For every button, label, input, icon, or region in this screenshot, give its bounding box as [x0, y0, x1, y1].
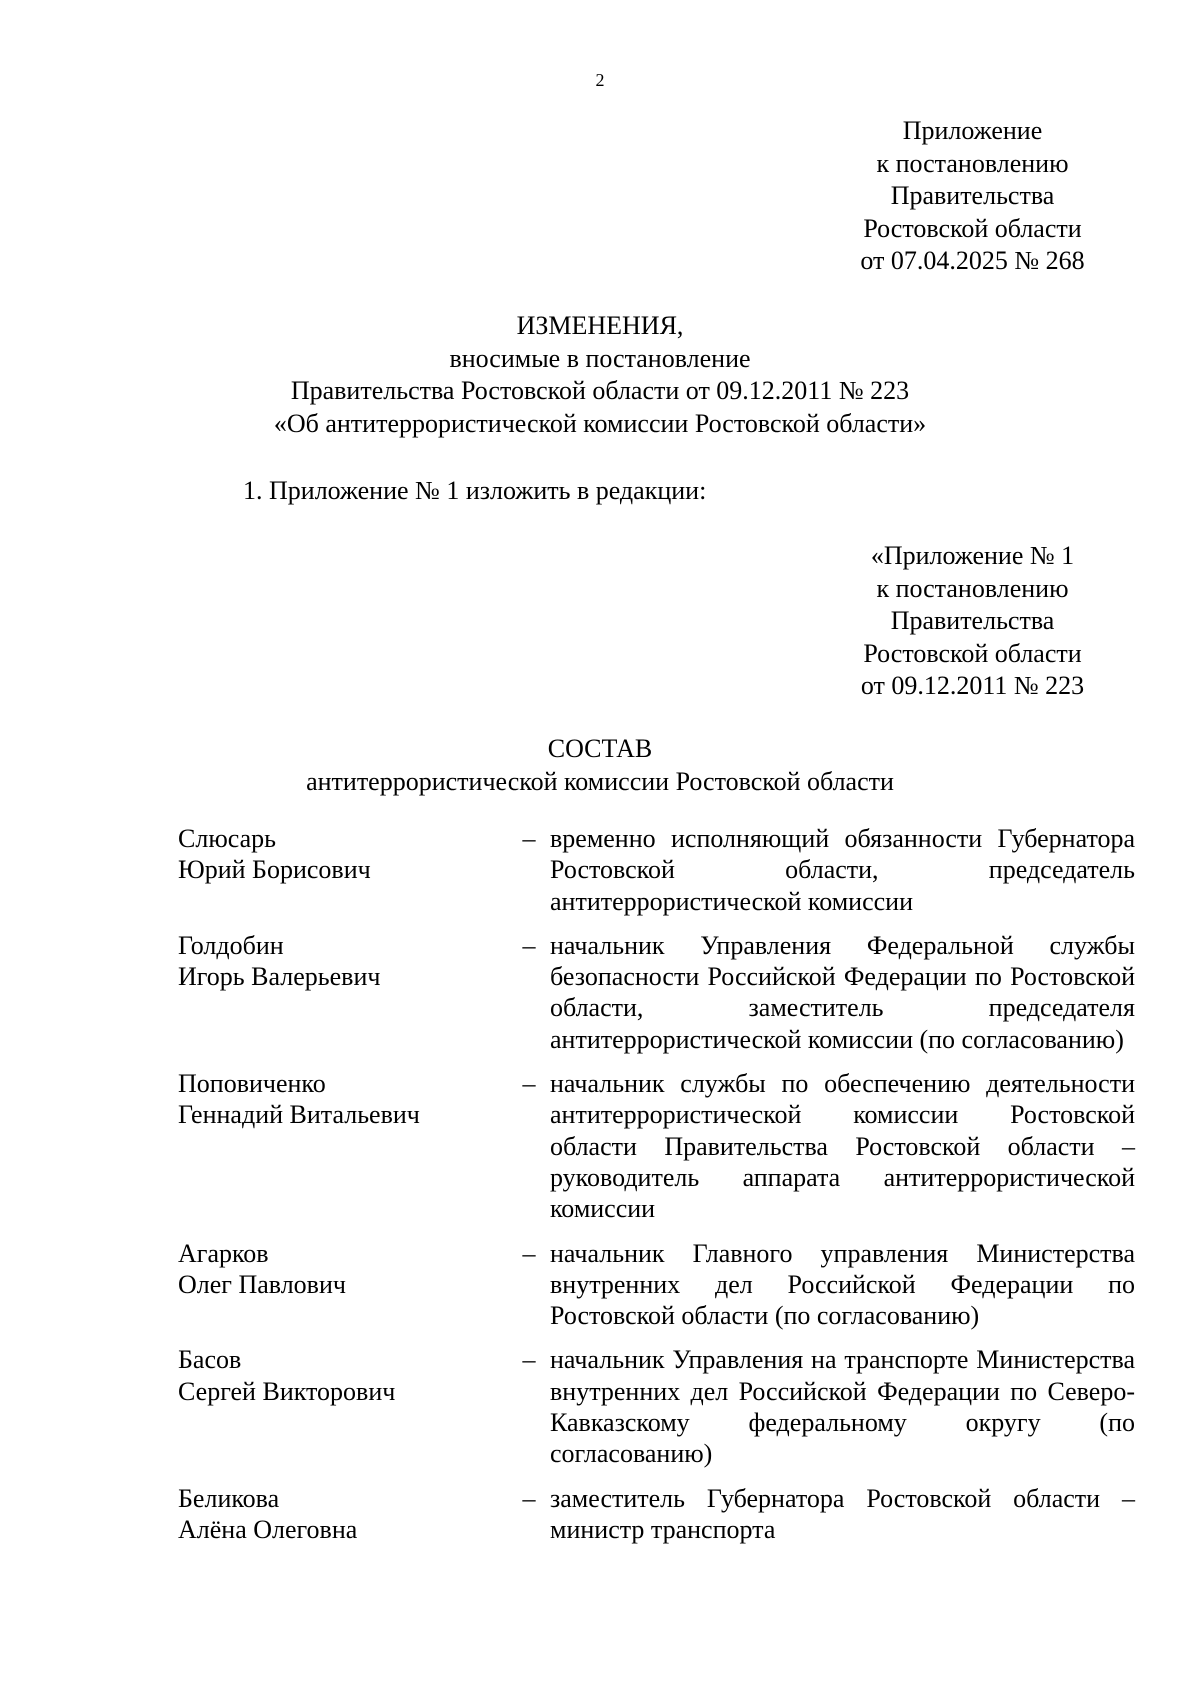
changes-heading: [180, 310, 1020, 440]
member-row: [178, 1483, 1135, 1546]
member-name: [178, 930, 508, 1055]
member-given-names: Олег Павлович: [178, 1269, 346, 1299]
appendix-line: к постановлению: [876, 148, 1069, 178]
member-row: [178, 823, 1135, 917]
changes-subtitle-line: «Об антитеррористической комиссии Ростовской области»: [273, 408, 927, 438]
inner-appendix-line: от 09.12.2011 № 223: [860, 671, 1085, 700]
inner-appendix-line: Правительства: [890, 606, 1055, 635]
changes-subtitle-line: вносимые в постановление: [449, 343, 751, 373]
member-dash: –: [522, 1069, 536, 1099]
composition-title: СОСТАВ: [547, 734, 653, 763]
composition-subtitle: антитеррористической комиссии Ростовской области: [306, 766, 894, 796]
member-dash: –: [522, 1345, 536, 1375]
member-name: [178, 1068, 508, 1224]
member-dash: –: [522, 1238, 536, 1268]
composition-heading: [180, 733, 1020, 798]
inner-appendix-header: [820, 540, 1125, 703]
changes-title: ИЗМЕНЕНИЯ,: [516, 311, 684, 340]
member-row: [178, 1238, 1135, 1332]
member-role: начальник Главного управления Министерства внутренних дел Российской Федерации по Ростовской области (по согласованию): [550, 1238, 1135, 1331]
inner-appendix-line: Ростовской области: [863, 638, 1082, 668]
member-given-names: Алёна Олеговна: [178, 1514, 358, 1544]
member-role: начальник Управления Федеральной службы безопасности Российской Федерации по Ростовской области, заместитель председателя антитеррористической комиссии (по согласованию): [550, 930, 1135, 1054]
member-given-names: Юрий Борисович: [178, 855, 371, 885]
member-row: [178, 930, 1135, 1055]
member-row: [178, 1068, 1135, 1224]
member-surname: Агарков: [178, 1238, 269, 1268]
member-name: [178, 1344, 508, 1469]
appendix-line: Правительства: [890, 181, 1055, 210]
member-name: [178, 823, 508, 917]
member-role: начальник Управления на транспорте Министерства внутренних дел Российской Федерации по Северо-Кавказскому федеральному округу (по согласованию): [550, 1345, 1135, 1469]
member-role: заместитель Губернатора Ростовской области – министр транспорта: [550, 1483, 1135, 1544]
page-number: 2: [595, 70, 605, 90]
member-dash: –: [522, 1483, 536, 1513]
member-dash: –: [522, 824, 536, 853]
inner-appendix-line: к постановлению: [876, 573, 1069, 603]
member-surname: Басов: [178, 1345, 242, 1375]
appendix-line: от 07.04.2025 № 268: [860, 246, 1085, 275]
member-role: временно исполняющий обязанности Губернатора Ростовской области, председатель антитеррористической комиссии: [550, 824, 1135, 916]
changes-subtitle-line: Правительства Ростовской области от 09.12.2011 № 223: [290, 376, 910, 405]
member-surname: Голдобин: [178, 930, 284, 960]
member-surname: Беликова: [178, 1483, 280, 1513]
member-role: начальник службы по обеспечению деятельности антитеррористической комиссии Ростовской области Правительства Ростовской области – руководитель аппарата антитеррористической комиссии: [550, 1069, 1135, 1224]
members-list: [178, 823, 1135, 1558]
appendix-header: [820, 115, 1125, 278]
appendix-line: Ростовской области: [863, 213, 1082, 243]
inner-appendix-line: «Приложение № 1: [870, 541, 1075, 570]
member-given-names: Геннадий Витальевич: [178, 1100, 420, 1130]
member-dash: –: [522, 930, 536, 960]
member-name: [178, 1238, 508, 1332]
member-name: [178, 1483, 508, 1546]
member-row: [178, 1344, 1135, 1469]
member-given-names: Игорь Валерьевич: [178, 962, 381, 992]
member-surname: Слюсарь: [178, 824, 276, 853]
member-given-names: Сергей Викторович: [178, 1376, 396, 1406]
appendix-line: Приложение: [902, 116, 1043, 145]
item-1-paragraph: 1. Приложение № 1 изложить в редакции:: [243, 476, 707, 505]
member-surname: Поповиченко: [178, 1069, 326, 1099]
